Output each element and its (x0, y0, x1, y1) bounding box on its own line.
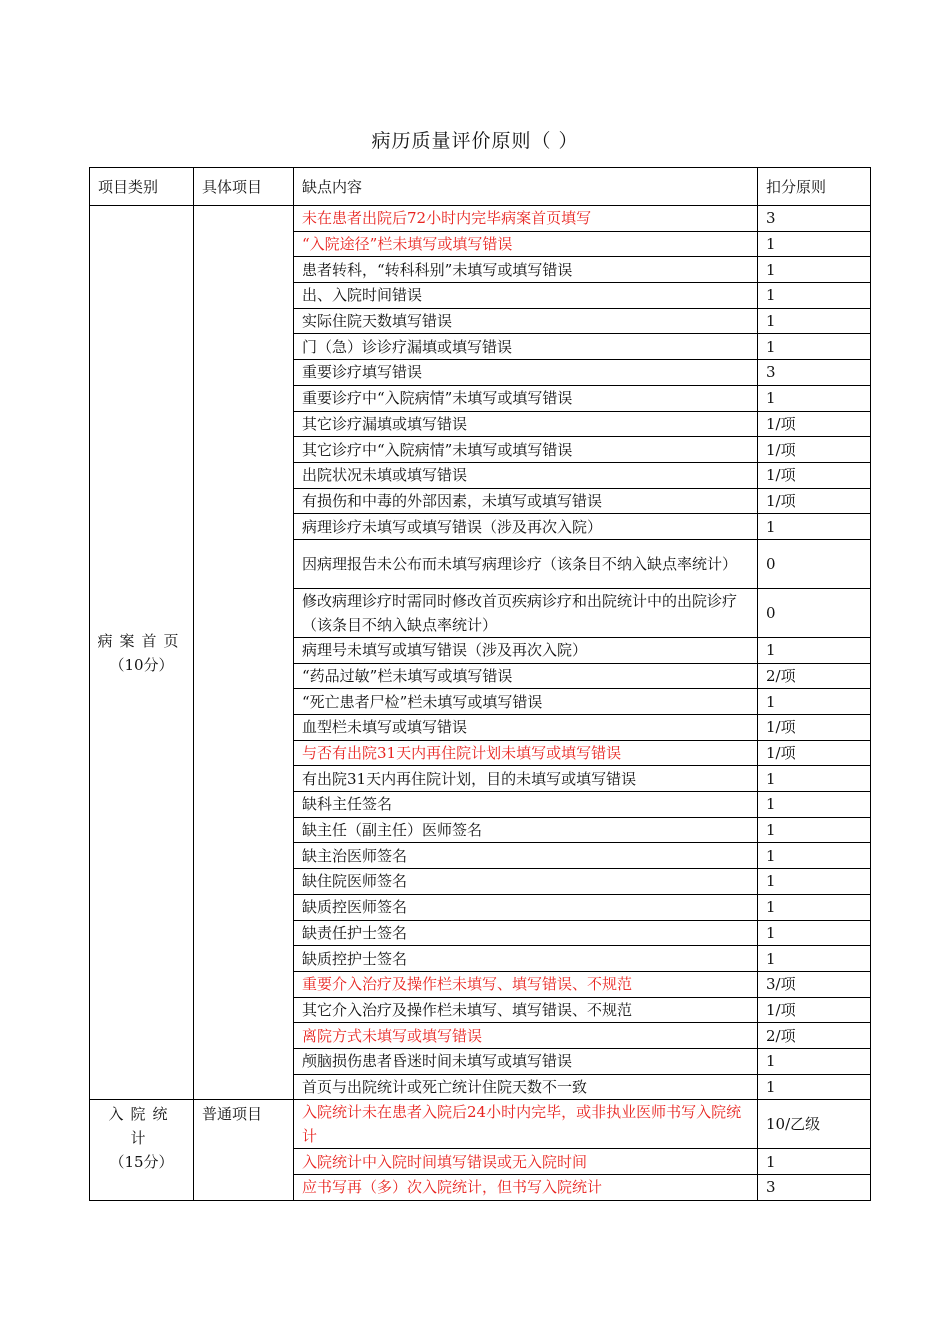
deduction-cell: 3/项 (758, 971, 871, 997)
defect-cell: 首页与出院统计或死亡统计住院天数不一致 (294, 1074, 758, 1100)
defect-cell: 缺责任护士签名 (294, 920, 758, 946)
defect-cell: 血型栏未填写或填写错误 (294, 715, 758, 741)
deduction-cell: 1 (758, 334, 871, 360)
defect-cell: 出、入院时间错误 (294, 283, 758, 309)
deduction-cell: 1/项 (758, 462, 871, 488)
table-body (90, 206, 871, 1201)
deduction-cell: 0 (758, 539, 871, 588)
category-name: 入院统计 (108, 1105, 175, 1148)
defect-cell: 应书写再（多）次入院统计，但书写入院统计 (294, 1175, 758, 1201)
defect-cell: 重要介入治疗及操作栏未填写、填写错误、不规范 (294, 971, 758, 997)
specific-item-cell (194, 206, 294, 1100)
category-score: （15分） (109, 1153, 174, 1172)
deduction-cell: 2/项 (758, 1023, 871, 1049)
defect-cell: 离院方式未填写或填写错误 (294, 1023, 758, 1049)
deduction-cell: 3 (758, 1175, 871, 1201)
deduction-cell: 1/项 (758, 740, 871, 766)
defect-cell: 缺主治医师签名 (294, 843, 758, 869)
header-deduction: 扣分原则 (758, 168, 871, 206)
defect-cell: 缺住院医师签名 (294, 869, 758, 895)
deduction-cell: 1 (758, 257, 871, 283)
deduction-cell: 1/项 (758, 411, 871, 437)
defect-cell: 缺质控医师签名 (294, 894, 758, 920)
deduction-cell: 1 (758, 1048, 871, 1074)
deduction-cell: 1 (758, 869, 871, 895)
defect-cell: 实际住院天数填写错误 (294, 308, 758, 334)
defect-cell: 病理诊疗未填写或填写错误（涉及再次入院） (294, 514, 758, 540)
defect-cell: 未在患者出院后72小时内完毕病案首页填写 (294, 206, 758, 232)
defect-cell: 修改病理诊疗时需同时修改首页疾病诊疗和出院统计中的出院诊疗（该条目不纳入缺点率统计） (294, 588, 758, 637)
deduction-cell: 1 (758, 792, 871, 818)
deduction-cell: 1 (758, 514, 871, 540)
defect-cell: 因病理报告未公布而未填写病理诊疗（该条目不纳入缺点率统计） (294, 539, 758, 588)
defect-cell: 病理号未填写或填写错误（涉及再次入院） (294, 637, 758, 663)
deduction-cell: 1/项 (758, 997, 871, 1023)
deduction-cell: 1 (758, 308, 871, 334)
defect-cell: 有损伤和中毒的外部因素，未填写或填写错误 (294, 488, 758, 514)
deduction-cell: 1 (758, 637, 871, 663)
table-row (90, 1100, 871, 1149)
deduction-cell: 1 (758, 843, 871, 869)
evaluation-table (89, 167, 871, 1201)
deduction-cell: 1 (758, 1149, 871, 1175)
table-header-row (90, 168, 871, 206)
deduction-cell: 1 (758, 689, 871, 715)
deduction-cell: 1 (758, 231, 871, 257)
defect-cell: 患者转科，“转科科别”未填写或填写错误 (294, 257, 758, 283)
page-title: 病历质量评价原则（ ） (371, 130, 579, 152)
category-cell (90, 206, 194, 1100)
category-cell (90, 1100, 194, 1200)
defect-cell: 入院统计未在患者入院后24小时内完毕，或非执业医师书写入院统计 (294, 1100, 758, 1149)
deduction-cell: 1 (758, 894, 871, 920)
deduction-cell: 3 (758, 206, 871, 232)
defect-cell: 重要诊疗中“入院病情”未填写或填写错误 (294, 385, 758, 411)
defect-cell: 缺质控护士签名 (294, 946, 758, 972)
defect-cell: “药品过敏”栏未填写或填写错误 (294, 663, 758, 689)
category-name: 病案首页 (97, 631, 186, 650)
defect-cell: 其它介入治疗及操作栏未填写、填写错误、不规范 (294, 997, 758, 1023)
deduction-cell: 1 (758, 283, 871, 309)
table-row (90, 206, 871, 232)
defect-cell: 入院统计中入院时间填写错误或无入院时间 (294, 1149, 758, 1175)
header-category: 项目类别 (90, 168, 194, 206)
defect-cell: “入院途径”栏未填写或填写错误 (294, 231, 758, 257)
deduction-cell: 1 (758, 385, 871, 411)
deduction-cell: 1 (758, 766, 871, 792)
header-defect: 缺点内容 (294, 168, 758, 206)
defect-cell: 缺科主任签名 (294, 792, 758, 818)
deduction-cell: 1 (758, 920, 871, 946)
defect-cell: “死亡患者尸检”栏未填写或填写错误 (294, 689, 758, 715)
defect-cell: 与否有出院31天内再住院计划未填写或填写错误 (294, 740, 758, 766)
defect-cell: 出院状况未填或填写错误 (294, 462, 758, 488)
defect-cell: 门（急）诊诊疗漏填或填写错误 (294, 334, 758, 360)
deduction-cell: 0 (758, 588, 871, 637)
deduction-cell: 1/项 (758, 488, 871, 514)
deduction-cell: 1 (758, 946, 871, 972)
deduction-cell: 1 (758, 1074, 871, 1100)
deduction-cell: 2/项 (758, 663, 871, 689)
deduction-cell: 10/乙级 (758, 1100, 871, 1149)
category-score: （10分） (109, 655, 174, 674)
defect-cell: 其它诊疗漏填或填写错误 (294, 411, 758, 437)
defect-cell: 缺主任（副主任）医师签名 (294, 817, 758, 843)
defect-cell: 其它诊疗中“入院病情”未填写或填写错误 (294, 437, 758, 463)
deduction-cell: 1/项 (758, 715, 871, 741)
header-specific: 具体项目 (194, 168, 294, 206)
defect-cell: 重要诊疗填写错误 (294, 360, 758, 386)
deduction-cell: 1 (758, 817, 871, 843)
specific-item-cell: 普通项目 (194, 1100, 294, 1200)
defect-cell: 有出院31天内再住院计划，目的未填写或填写错误 (294, 766, 758, 792)
defect-cell: 颅脑损伤患者昏迷时间未填写或填写错误 (294, 1048, 758, 1074)
deduction-cell: 1/项 (758, 437, 871, 463)
deduction-cell: 3 (758, 360, 871, 386)
